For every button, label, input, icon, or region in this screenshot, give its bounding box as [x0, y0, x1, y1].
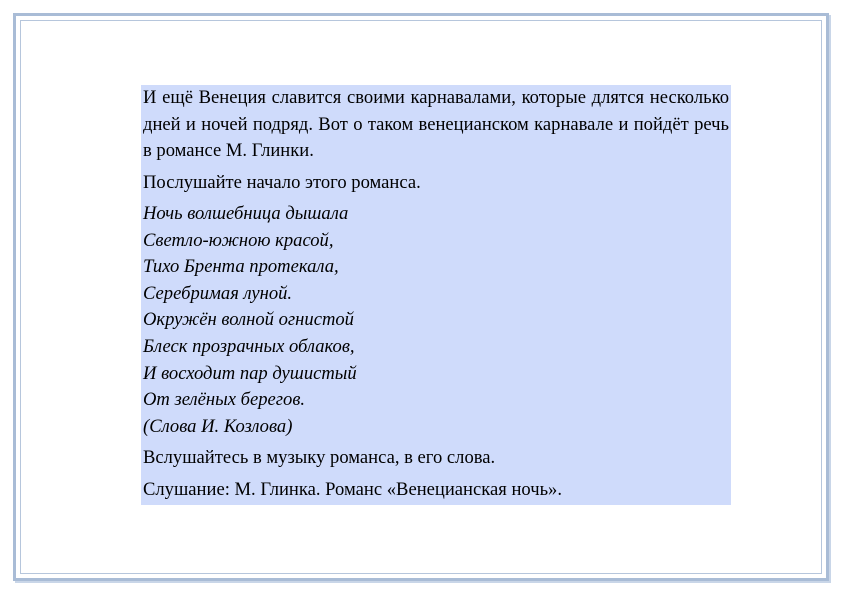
poem-author: (Слова И. Козлова): [143, 415, 293, 437]
slide-text-block: [141, 85, 731, 505]
poem: [143, 201, 729, 440]
listen-prompt: Послушайте начало этого романса.: [143, 171, 421, 193]
poem-line: От зелёных берегов.: [143, 389, 306, 411]
poem-line: Блеск прозрачных облаков,: [143, 335, 355, 357]
poem-line: Светло-южною красой,: [143, 229, 334, 251]
listening-title: Слушание: М. Глинка. Романс «Венецианская ночь».: [143, 478, 563, 500]
poem-line: Окружён волной огнистой: [143, 309, 354, 331]
poem-line: Ночь волшебница дышала: [143, 203, 349, 224]
poem-line: Тихо Брента протекала,: [143, 256, 339, 278]
poem-line: И восходит пар душистый: [143, 362, 357, 384]
listen-instruction: Вслушайтесь в музыку романса, в его слова.: [143, 447, 496, 469]
poem-line: Серебримая луной.: [143, 282, 293, 304]
intro-paragraph: И ещё Венеция славится своими карнавалами, которые длятся несколько дней и ночей подряд. Вот о таком венецианском карнавале и пойдёт речь в романсе М. Глинки.: [143, 87, 729, 161]
